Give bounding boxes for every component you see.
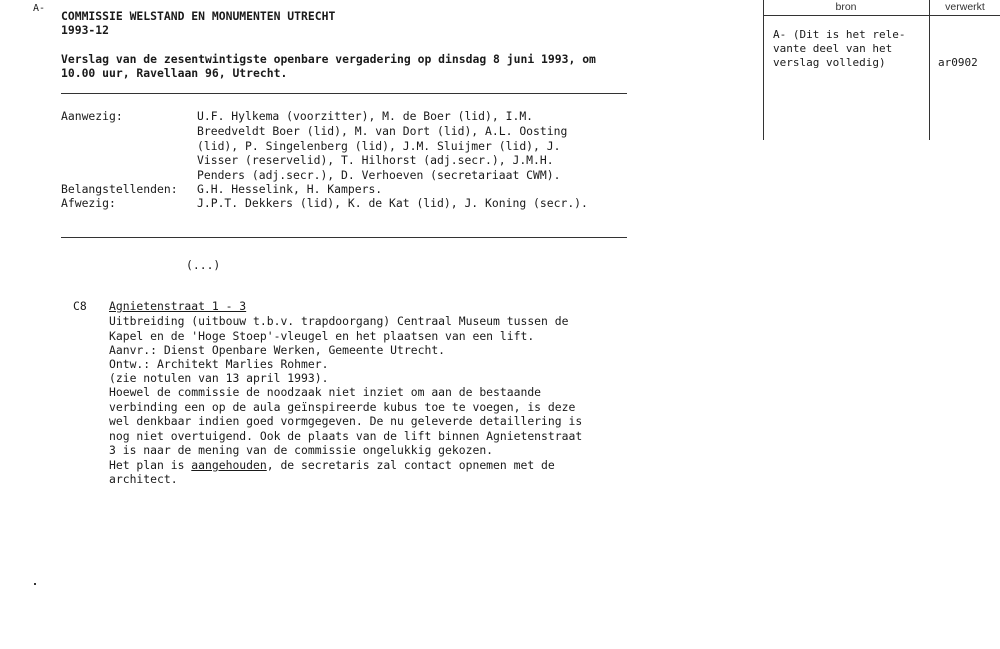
item-line-8: wel denkbaar indien goed vormgegeven. De nu geleverde detaillering is — [109, 414, 583, 428]
absent-value: J.P.T. Dekkers (lid), K. de Kat (lid), J. Koning (secr.). — [197, 196, 588, 210]
decision-prefix: Het plan is — [109, 458, 192, 472]
decision-status: aangehouden — [191, 458, 267, 472]
item-decision — [109, 458, 555, 473]
stakeholders-value: G.H. Hesselink, H. Kampers. — [197, 182, 383, 196]
item-line-9: nog niet overtuigend. Ook de plaats van de lift binnen Agnietenstraat — [109, 429, 583, 443]
item-decision-line2: architect. — [109, 472, 178, 486]
present-line-1: U.F. Hylkema (voorzitter), M. de Boer (lid), I.M. — [197, 109, 534, 123]
omission-marker: (...) — [186, 258, 221, 272]
bron-line-3: verslag volledig) — [773, 56, 886, 69]
col-header-verwerkt: verwerkt — [945, 1, 985, 13]
report-number: 1993-12 — [61, 23, 110, 37]
present-line-3: (lid), P. Singelenberg (lid), J.M. Sluijmer (lid), J. — [197, 139, 561, 153]
item-line-7: verbinding een op de aula geïnspireerde kubus toe te voegen, is deze — [109, 400, 576, 414]
absent-label: Afwezig: — [61, 196, 116, 210]
item-line-1: Uitbreiding (uitbouw t.b.v. trapdoorgang) Centraal Museum tussen de — [109, 314, 569, 328]
item-code: C8 — [73, 299, 87, 313]
decision-suffix: , de secretaris zal contact opnemen met de — [266, 458, 555, 472]
report-title-line1: Verslag van de zesentwintigste openbare vergadering op dinsdag 8 juni 1993, om — [61, 52, 596, 66]
table-mid-rule — [929, 0, 930, 140]
present-line-5: Penders (adj.secr.), D. Verhoeven (secretariaat CWM). — [197, 168, 561, 182]
corner-mark: A- — [33, 3, 46, 14]
item-line-6: Hoewel de commissie de noodzaak niet inziet om aan de bestaande — [109, 385, 542, 399]
verwerkt-code: ar0902 — [938, 56, 978, 69]
item-line-3: Aanvr.: Dienst Openbare Werken, Gemeente Utrecht. — [109, 343, 446, 357]
table-header-rule — [763, 15, 1000, 16]
item-line-4: Ontw.: Architekt Marlies Rohmer. — [109, 357, 329, 371]
org-name: COMMISSIE WELSTAND EN MONUMENTEN UTRECHT — [61, 9, 336, 23]
speck — [34, 583, 36, 585]
present-label: Aanwezig: — [61, 109, 123, 123]
present-line-4: Visser (reservelid), T. Hilhorst (adj.secr.), J.M.H. — [197, 153, 554, 167]
bron-line-1: A- (Dit is het rele- — [773, 28, 906, 41]
present-line-2: Breedveldt Boer (lid), M. van Dort (lid), A.L. Oosting — [197, 124, 568, 138]
item-line-10: 3 is naar de mening van de commissie ongelukkig gekozen. — [109, 443, 494, 457]
item-line-5: (zie notulen van 13 april 1993). — [109, 371, 329, 385]
item-heading: Agnietenstraat 1 - 3 — [109, 299, 247, 313]
item-line-2: Kapel en de 'Hoge Stoep'-vleugel en het plaatsen van een lift. — [109, 329, 535, 343]
divider-bottom — [61, 237, 627, 238]
col-header-bron: bron — [835, 1, 857, 13]
report-title-line2: 10.00 uur, Ravellaan 96, Utrecht. — [61, 66, 288, 80]
bron-line-2: vante deel van het — [773, 42, 893, 55]
table-left-rule — [763, 0, 764, 140]
divider-top — [61, 93, 627, 94]
stakeholders-label: Belangstellenden: — [61, 182, 178, 196]
